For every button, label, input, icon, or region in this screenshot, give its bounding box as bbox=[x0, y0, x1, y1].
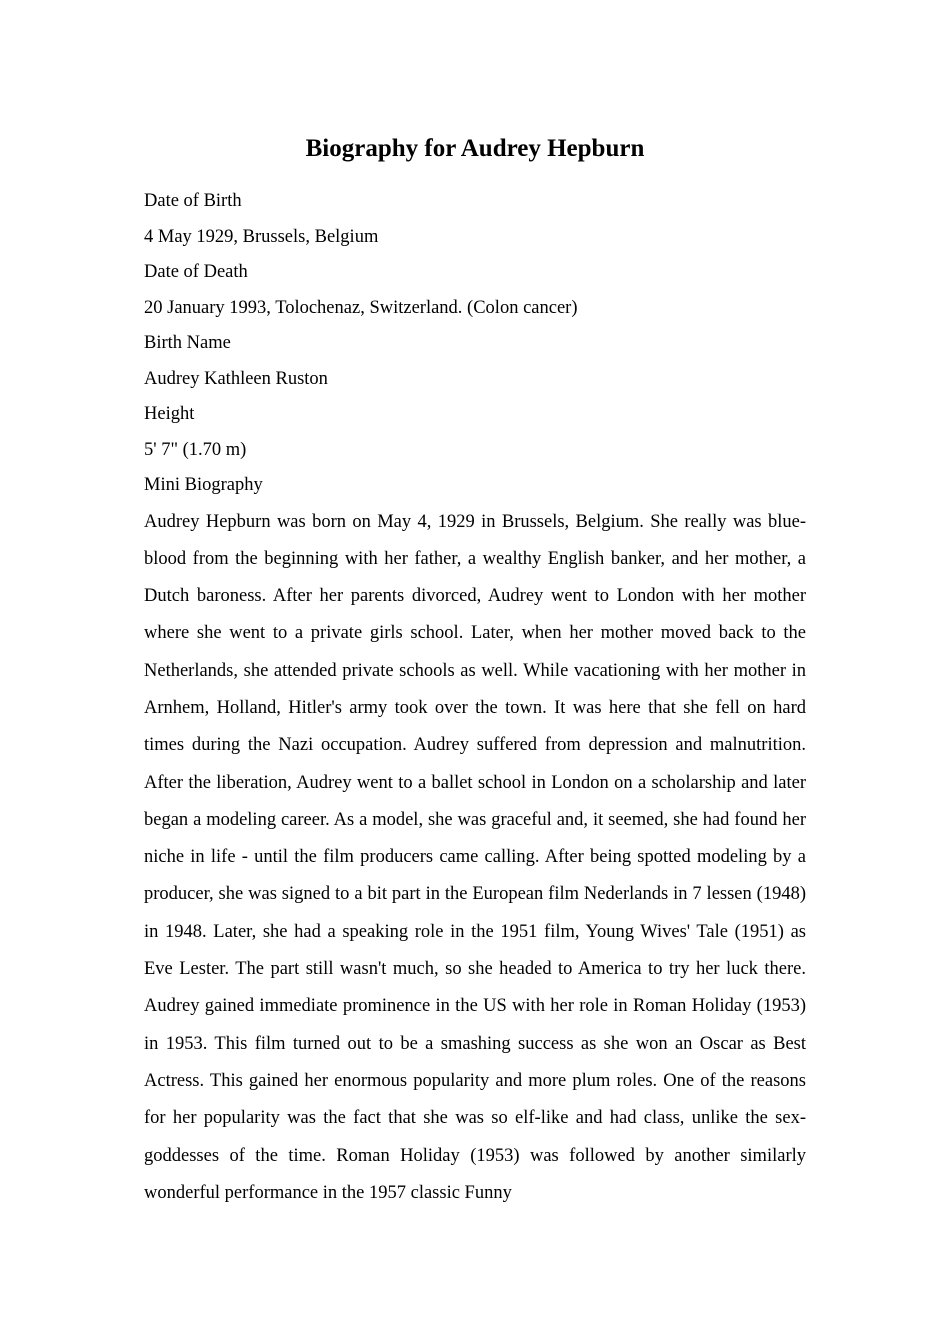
page-title: Biography for Audrey Hepburn bbox=[305, 135, 645, 162]
dob-value: 4 May 1929, Brussels, Belgium bbox=[144, 226, 379, 247]
document-page bbox=[144, 132, 806, 1212]
mini-bio-text: Audrey Hepburn was born on May 4, 1929 in Brussels, Belgium. She really was blue-blood from the beginning with her father, a wealthy English banker, and her mother, a Dutch baroness. After her parents divorced, Audrey went to London with her mother where she went to a private girls school. Later, when her mother moved back to the Netherlands, she attended private schools as well. While vacationing with her mother in Arnhem, Holland, Hitler's army took over the town. It was here that she fell on hard times during the Nazi occupation. Audrey suffered from depression and malnutrition. After the liberation, Audrey went to a ballet school in London on a scholarship and later began a modeling career. As a model, she was graceful and, it seemed, she had found her niche in life - until the film producers came calling. After being spotted modeling by a producer, she was signed to a bit part in the European film Nederlands in 7 lessen (1948) in 1948. Later, she had a speaking role in the 1951 film, Young Wives' Tale (1951) as Eve Lester. The part still wasn't much, so she headed to America to try her luck there. Audrey gained immediate prominence in the US with her role in Roman Holiday (1953) in 1953. This film turned out to be a smashing success as she won an Oscar as Best Actress. This gained her enormous popularity and more plum roles. One of the reasons for her popularity was the fact that she was so elf-like and had class, unlike the sex-goddesses of the time. Roman Holiday (1953) was followed by another similarly wonderful performance in the 1957 classic Funny bbox=[144, 511, 806, 1203]
dod-value: 20 January 1993, Tolochenaz, Switzerland. (Colon cancer) bbox=[144, 297, 578, 318]
dob-label: Date of Birth bbox=[144, 191, 242, 211]
height-value: 5' 7" (1.70 m) bbox=[144, 439, 247, 460]
height-label: Height bbox=[144, 404, 195, 424]
mini-bio-label: Mini Biography bbox=[144, 475, 263, 495]
dod-label: Date of Death bbox=[144, 262, 248, 282]
birth-name-value: Audrey Kathleen Ruston bbox=[144, 368, 328, 389]
birth-name-label: Birth Name bbox=[144, 333, 231, 353]
